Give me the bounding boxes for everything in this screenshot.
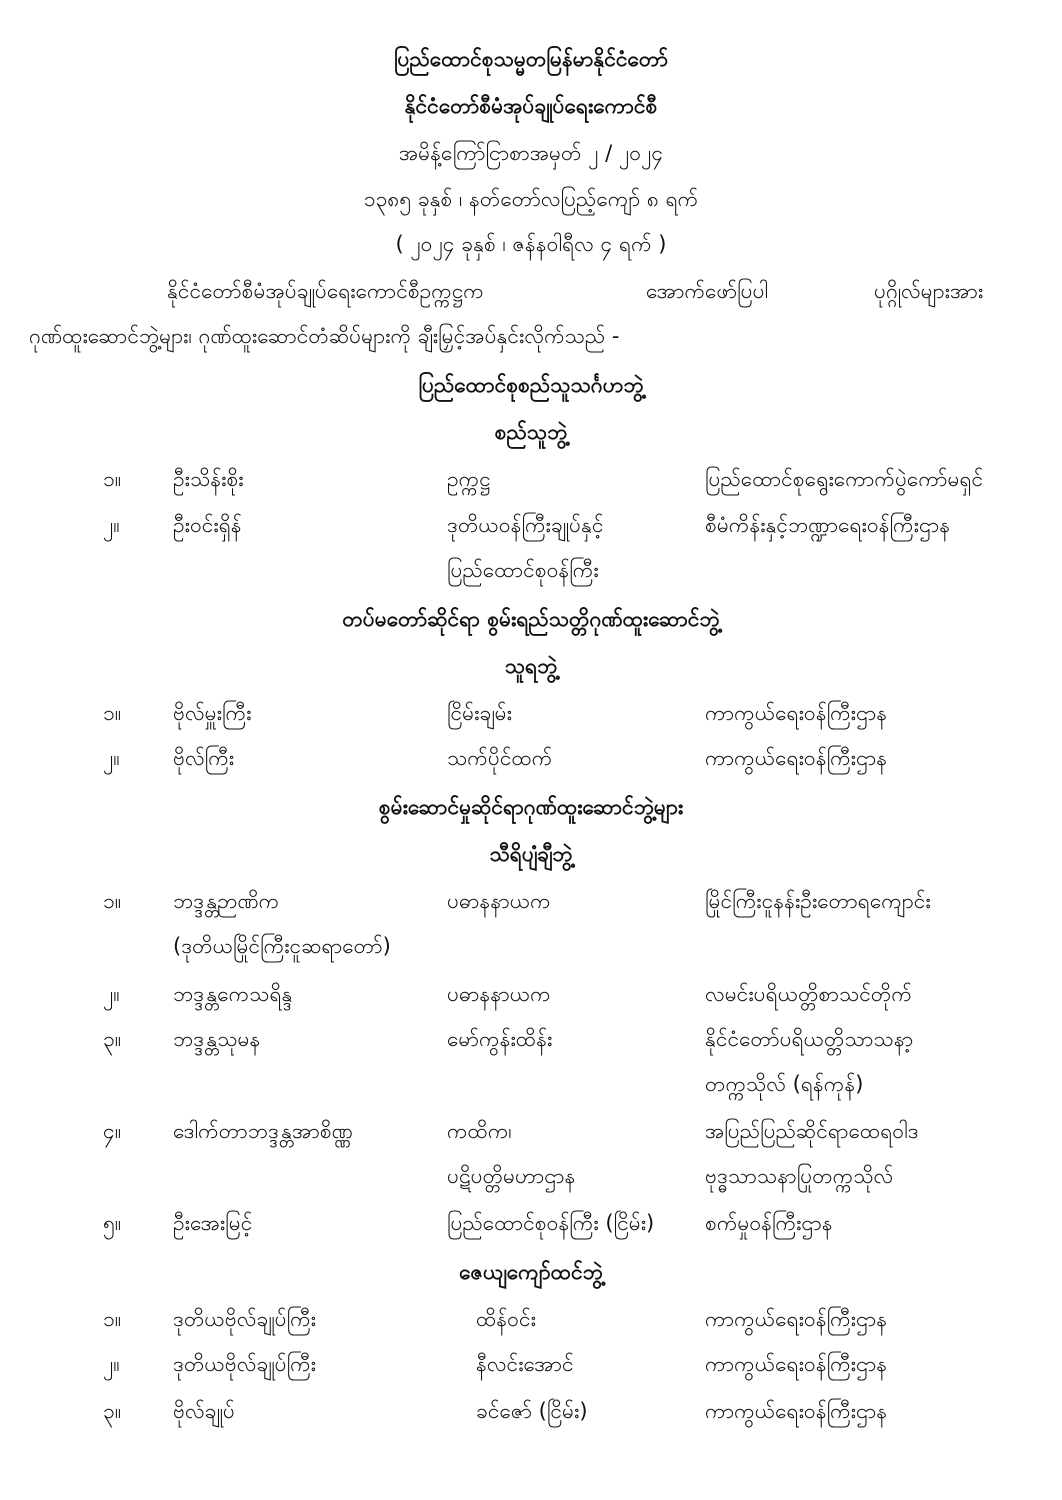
recipient-name: ထိန်ဝင်း bbox=[476, 1307, 536, 1331]
thiri-row-continued bbox=[0, 1163, 1062, 1203]
recipient-position-cont: ပဋိပတ္တိမဟာဌာန bbox=[447, 1164, 576, 1188]
intro-part3: ပုဂ္ဂိုလ်များအား bbox=[874, 279, 984, 303]
thiri-row bbox=[0, 981, 1062, 1021]
recipient-name: ငြိမ်းချမ်း bbox=[447, 701, 512, 725]
recipient-organization: ပြည်ထောင်စုရွေးကောက်ပွဲကော်မရှင် bbox=[705, 467, 984, 491]
section-title-3: စွမ်းဆောင်မှုဆိုင်ရာဂုဏ်ထူးဆောင်ဘွဲ့များ bbox=[378, 795, 684, 819]
row-number: ၂။ bbox=[103, 746, 120, 770]
zeya-row bbox=[0, 1306, 1062, 1346]
recipient-name: ဘဒ္ဒန္တဉာဏိက bbox=[173, 889, 280, 913]
thiri-row bbox=[0, 1026, 1062, 1066]
cinthu-row bbox=[0, 512, 1062, 552]
recipient-rank: ဗိုလ်ချုပ် bbox=[173, 1399, 235, 1423]
row-number: ၃။ bbox=[103, 1027, 122, 1051]
zeya-row bbox=[0, 1398, 1062, 1438]
row-number: ၃။ bbox=[103, 1399, 122, 1423]
section-sub-3: သီရိပျံချီဘွဲ့ bbox=[489, 842, 573, 866]
recipient-organization: လမင်းပရိယတ္တိစာသင်တိုက် bbox=[705, 982, 912, 1006]
recipient-name: ခင်ဇော် (ငြိမ်း) bbox=[476, 1399, 588, 1423]
recipient-organization-cont: တက္ကသိုလ် (ရန်ကုန်) bbox=[705, 1072, 864, 1096]
recipient-name: ဦးဝင်းရှိန် bbox=[173, 513, 242, 537]
section-title-2: တပ်မတော်ဆိုင်ရာ စွမ်းရည်သတ္တိဂုဏ်ထူးဆောင်ဘွဲ့ bbox=[342, 607, 720, 631]
row-number: ၅။ bbox=[103, 1211, 122, 1235]
recipient-position: မော်ကွန်းထိန်း bbox=[447, 1027, 553, 1051]
recipient-position: ကထိက၊ bbox=[447, 1119, 512, 1143]
row-number: ၂။ bbox=[103, 982, 120, 1006]
header-country: ပြည်ထောင်စုသမ္မတမြန်မာနိုင်ငံတော် bbox=[393, 47, 668, 71]
recipient-organization: မြိုင်ကြီးငူနန်းဦးတောရကျောင်း bbox=[705, 889, 931, 913]
recipient-organization: ကာကွယ်ရေးဝန်ကြီးဌာန bbox=[705, 701, 888, 725]
recipient-organization: ကာကွယ်ရေးဝန်ကြီးဌာန bbox=[705, 1399, 888, 1423]
recipient-rank: ဗိုလ်မှူးကြီး bbox=[173, 701, 252, 725]
recipient-name: နီလင်းအောင် bbox=[476, 1352, 574, 1376]
thura-row bbox=[0, 700, 1062, 740]
recipient-name-cont: (ဒုတိယမြိုင်ကြီးငူဆရာတော်) bbox=[173, 934, 391, 958]
intro-part1: နိုင်ငံတော်စီမံအုပ်ချုပ်ရေးကောင်စီဥက္ကဋ္ဌက bbox=[167, 279, 484, 303]
row-number: ၁။ bbox=[103, 701, 122, 725]
recipient-organization: အပြည်ပြည်ဆိုင်ရာထေရဝါဒ bbox=[705, 1119, 919, 1143]
recipient-organization: ကာကွယ်ရေးဝန်ကြီးဌာန bbox=[705, 1352, 888, 1376]
intro-line2: ဂုဏ်ထူးဆောင်ဘွဲ့များ၊ ဂုဏ်ထူးဆောင်တံဆိပ်များကို ချီးမြှင့်အပ်နှင်းလိုက်သည် - bbox=[29, 324, 620, 348]
recipient-position-cont: ပြည်ထောင်စုဝန်ကြီး bbox=[447, 558, 599, 582]
section-sub-4: ဇေယျကျော်ထင်ဘွဲ့ bbox=[459, 1260, 603, 1284]
section-title-1: ပြည်ထောင်စုစည်သူသင်္ဂဟဘွဲ့ bbox=[418, 373, 644, 397]
header-gregorian-date: ( ၂၀၂၄ ခုနှစ် ၊ ဇန်နဝါရီလ ၄ ရက် ) bbox=[395, 232, 667, 256]
section-sub-2: သူရဘွဲ့ bbox=[504, 654, 558, 678]
recipient-name: ဦးသိန်းစိုး bbox=[173, 467, 244, 491]
recipient-position: ဥက္ကဋ္ဌ bbox=[447, 467, 491, 491]
header-myanmar-date: ၁၃၈၅ ခုနှစ် ၊ နတ်တော်လပြည့်ကျော် ၈ ရက် bbox=[363, 187, 699, 211]
recipient-organization: နိုင်ငံတော်ပရိယတ္တိသာသနာ့ bbox=[705, 1027, 914, 1051]
thiri-row-continued bbox=[0, 1071, 1062, 1111]
recipient-name: ဒေါက်တာဘဒ္ဒန္တအာစိဏ္ဏ bbox=[173, 1119, 353, 1143]
row-number: ၁။ bbox=[103, 467, 122, 491]
thura-row bbox=[0, 745, 1062, 785]
cinthu-row bbox=[0, 466, 1062, 506]
section-sub-1: စည်သူဘွဲ့ bbox=[494, 420, 568, 444]
recipient-position: ဒုတိယဝန်ကြီးချုပ်နှင့် bbox=[447, 513, 604, 537]
recipient-rank: ဗိုလ်ကြီး bbox=[173, 746, 235, 770]
recipient-position: ပြည်ထောင်စုဝန်ကြီး (ငြိမ်း) bbox=[447, 1211, 655, 1235]
intro-part2: အောက်ဖော်ပြပါ bbox=[646, 279, 769, 303]
recipient-rank: ဒုတိယဗိုလ်ချုပ်ကြီး bbox=[173, 1307, 317, 1331]
thiri-row-continued bbox=[0, 933, 1062, 973]
row-number: ၂။ bbox=[103, 513, 120, 537]
recipient-organization: ကာကွယ်ရေးဝန်ကြီးဌာန bbox=[705, 1307, 888, 1331]
recipient-position: ပဓာနနာယက bbox=[447, 889, 551, 913]
recipient-organization: စက်မှုဝန်ကြီးဌာန bbox=[705, 1211, 833, 1235]
recipient-name: ဘဒ္ဒန္တကေသရိန္ဒ bbox=[173, 982, 293, 1006]
thiri-row bbox=[0, 1210, 1062, 1250]
row-number: ၁။ bbox=[103, 889, 122, 913]
row-number: ၁။ bbox=[103, 1307, 122, 1331]
recipient-position: ပဓာနနာယက bbox=[447, 982, 551, 1006]
recipient-organization: ကာကွယ်ရေးဝန်ကြီးဌာန bbox=[705, 746, 888, 770]
row-number: ၄။ bbox=[103, 1119, 122, 1143]
row-number: ၂။ bbox=[103, 1352, 120, 1376]
recipient-name: ဦးအေးမြင့် bbox=[173, 1211, 253, 1235]
thiri-row bbox=[0, 888, 1062, 928]
cinthu-row-continued bbox=[0, 557, 1062, 597]
thiri-row bbox=[0, 1118, 1062, 1158]
recipient-name: သက်ပိုင်ထက် bbox=[447, 746, 553, 770]
header-order-number: အမိန့်ကြော်ငြာစာအမှတ် ၂ / ၂၀၂၄ bbox=[398, 141, 664, 165]
recipient-name: ဘဒ္ဒန္တသုမန bbox=[173, 1027, 261, 1051]
header-council: နိုင်ငံတော်စီမံအုပ်ချုပ်ရေးကောင်စီ bbox=[404, 94, 658, 118]
recipient-organization-cont: ဗုဒ္ဓသာသနာပြုတက္ကသိုလ် bbox=[705, 1164, 894, 1188]
zeya-row bbox=[0, 1351, 1062, 1391]
recipient-rank: ဒုတိယဗိုလ်ချုပ်ကြီး bbox=[173, 1352, 317, 1376]
recipient-organization: စီမံကိန်းနှင့်ဘဏ္ဍာရေးဝန်ကြီးဌာန bbox=[705, 513, 951, 537]
